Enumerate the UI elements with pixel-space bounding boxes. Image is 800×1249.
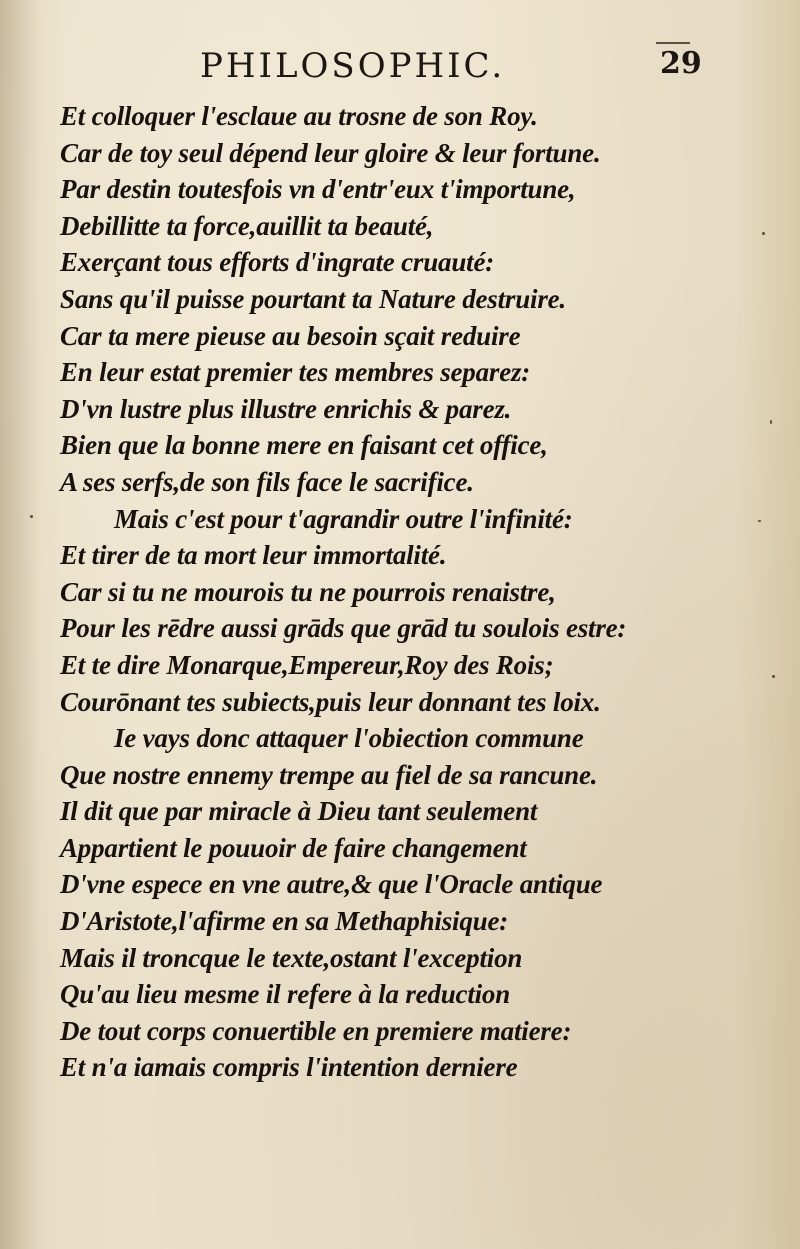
verse-line: Sans qu'il puisse pourtant ta Nature destruire. xyxy=(60,283,566,314)
verse-line: D'vne espece en vne autre,& que l'Oracle antique xyxy=(60,869,603,900)
verse-line: Il dit que par miracle à Dieu tant seulement xyxy=(60,796,538,827)
verse-line: Et n'a iamais compris l'intention derniere xyxy=(60,1052,518,1083)
paper-speck xyxy=(30,515,33,518)
verse-line: En leur estat premier tes membres separez: xyxy=(60,357,531,388)
verse-line: Qu'au lieu mesme il refere à la reduction xyxy=(60,979,511,1010)
running-head: PHILOSOPHIC. xyxy=(200,46,506,86)
verse-line: Ie vays donc attaquer l'obiection commune xyxy=(114,723,584,754)
verse-line: Debillitte ta force,auillit ta beauté, xyxy=(60,210,434,241)
verse-line: De tout corps conuertible en premiere matiere: xyxy=(60,1015,572,1046)
paper-speck xyxy=(762,232,765,235)
verse-line: Pour les rēdre aussi grāds que grād tu soulois estre: xyxy=(60,613,627,644)
verse-line: A ses serfs,de son fils face le sacrifice. xyxy=(60,466,474,497)
paper-speck xyxy=(772,675,775,678)
verse-line: Exerçant tous efforts d'ingrate cruauté: xyxy=(60,247,495,278)
verse-line: Par destin toutesfois vn d'entr'eux t'importune, xyxy=(60,174,576,205)
verse-line: Bien que la bonne mere en faisant cet office, xyxy=(60,430,548,461)
verse-line: Car ta mere pieuse au besoin sçait reduire xyxy=(60,320,521,351)
verse-line: Mais c'est pour t'agrandir outre l'infinité: xyxy=(114,503,573,534)
verse-line: D'vn lustre plus illustre enrichis & parez. xyxy=(60,393,512,424)
verse-line: Courōnant tes subiects,puis leur donnant tes loix. xyxy=(60,686,601,717)
verse-line: Et te dire Monarque,Empereur,Roy des Rois; xyxy=(60,649,554,680)
verse-line: Que nostre ennemy trempe au fiel de sa rancune. xyxy=(60,759,598,790)
paper-speck xyxy=(758,520,761,522)
verse-line: Et colloquer l'esclaue au trosne de son Roy. xyxy=(60,101,538,131)
page-number: 29 xyxy=(660,46,702,81)
paper-speck xyxy=(770,420,772,424)
gutter-shadow xyxy=(0,0,40,1249)
verse-text-block xyxy=(60,98,760,1086)
verse-line: Car de toy seul dépend leur gloire & leur fortune. xyxy=(60,137,601,168)
verse-line: Et tirer de ta mort leur immortalité. xyxy=(60,540,447,571)
verse-line: D'Aristote,l'afirme en sa Methaphisique: xyxy=(60,906,509,937)
verse-line: Appartient le pouuoir de faire changement xyxy=(60,832,527,863)
verse-line: Mais il troncque le texte,ostant l'exception xyxy=(60,942,523,973)
verse-line: Car si tu ne mourois tu ne pourrois renaistre, xyxy=(60,576,556,607)
